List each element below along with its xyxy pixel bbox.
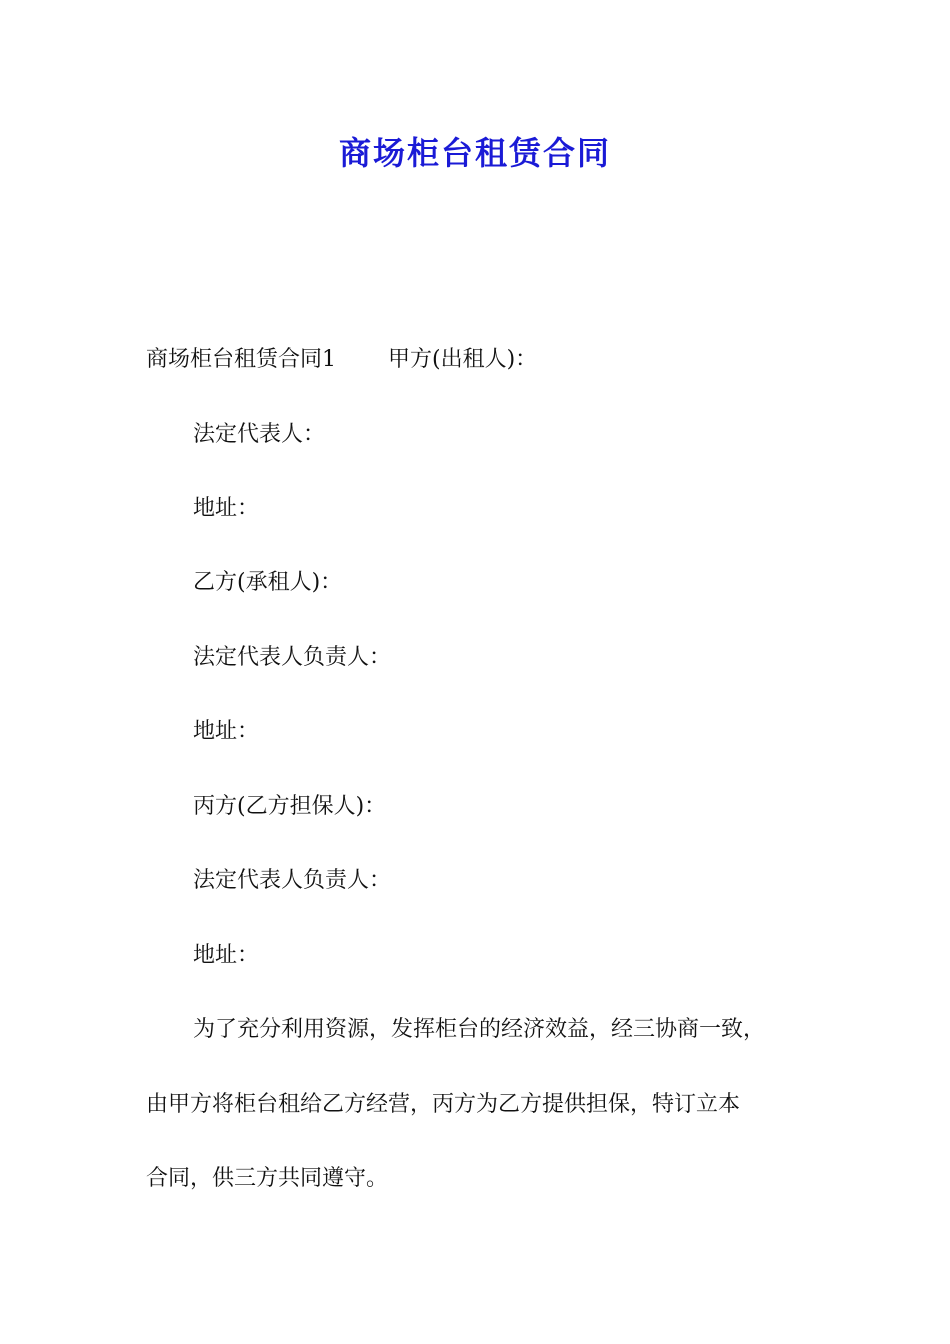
intro-paragraph-line-2: 由甲方将柜台租给乙方经营，丙方为乙方提供担保，特订立本 (146, 1092, 741, 1117)
party-a-address: 地址： (193, 496, 260, 521)
party-b-address: 地址： (193, 719, 260, 744)
intro-paragraph-line-1: 为了充分利用资源，发挥柜台的经济效益，经三协商一致， (193, 1017, 766, 1042)
document-title: 商场柜台租赁合同 (338, 134, 611, 172)
party-a-label: 甲方(出租人)： (388, 347, 538, 372)
party-b-rep: 法定代表人负责人： (193, 645, 392, 670)
intro-paragraph-line-3: 合同，供三方共同遵守。 (146, 1166, 389, 1191)
party-b-label: 乙方(承租人)： (193, 570, 343, 595)
contract-heading-label: 商场柜台租赁合同1 (146, 347, 336, 372)
party-c-address: 地址： (193, 943, 260, 968)
party-c-rep: 法定代表人负责人： (193, 868, 392, 893)
heading-line (146, 345, 537, 375)
party-a-rep: 法定代表人： (193, 422, 326, 447)
party-c-label: 丙方(乙方担保人)： (193, 794, 387, 819)
